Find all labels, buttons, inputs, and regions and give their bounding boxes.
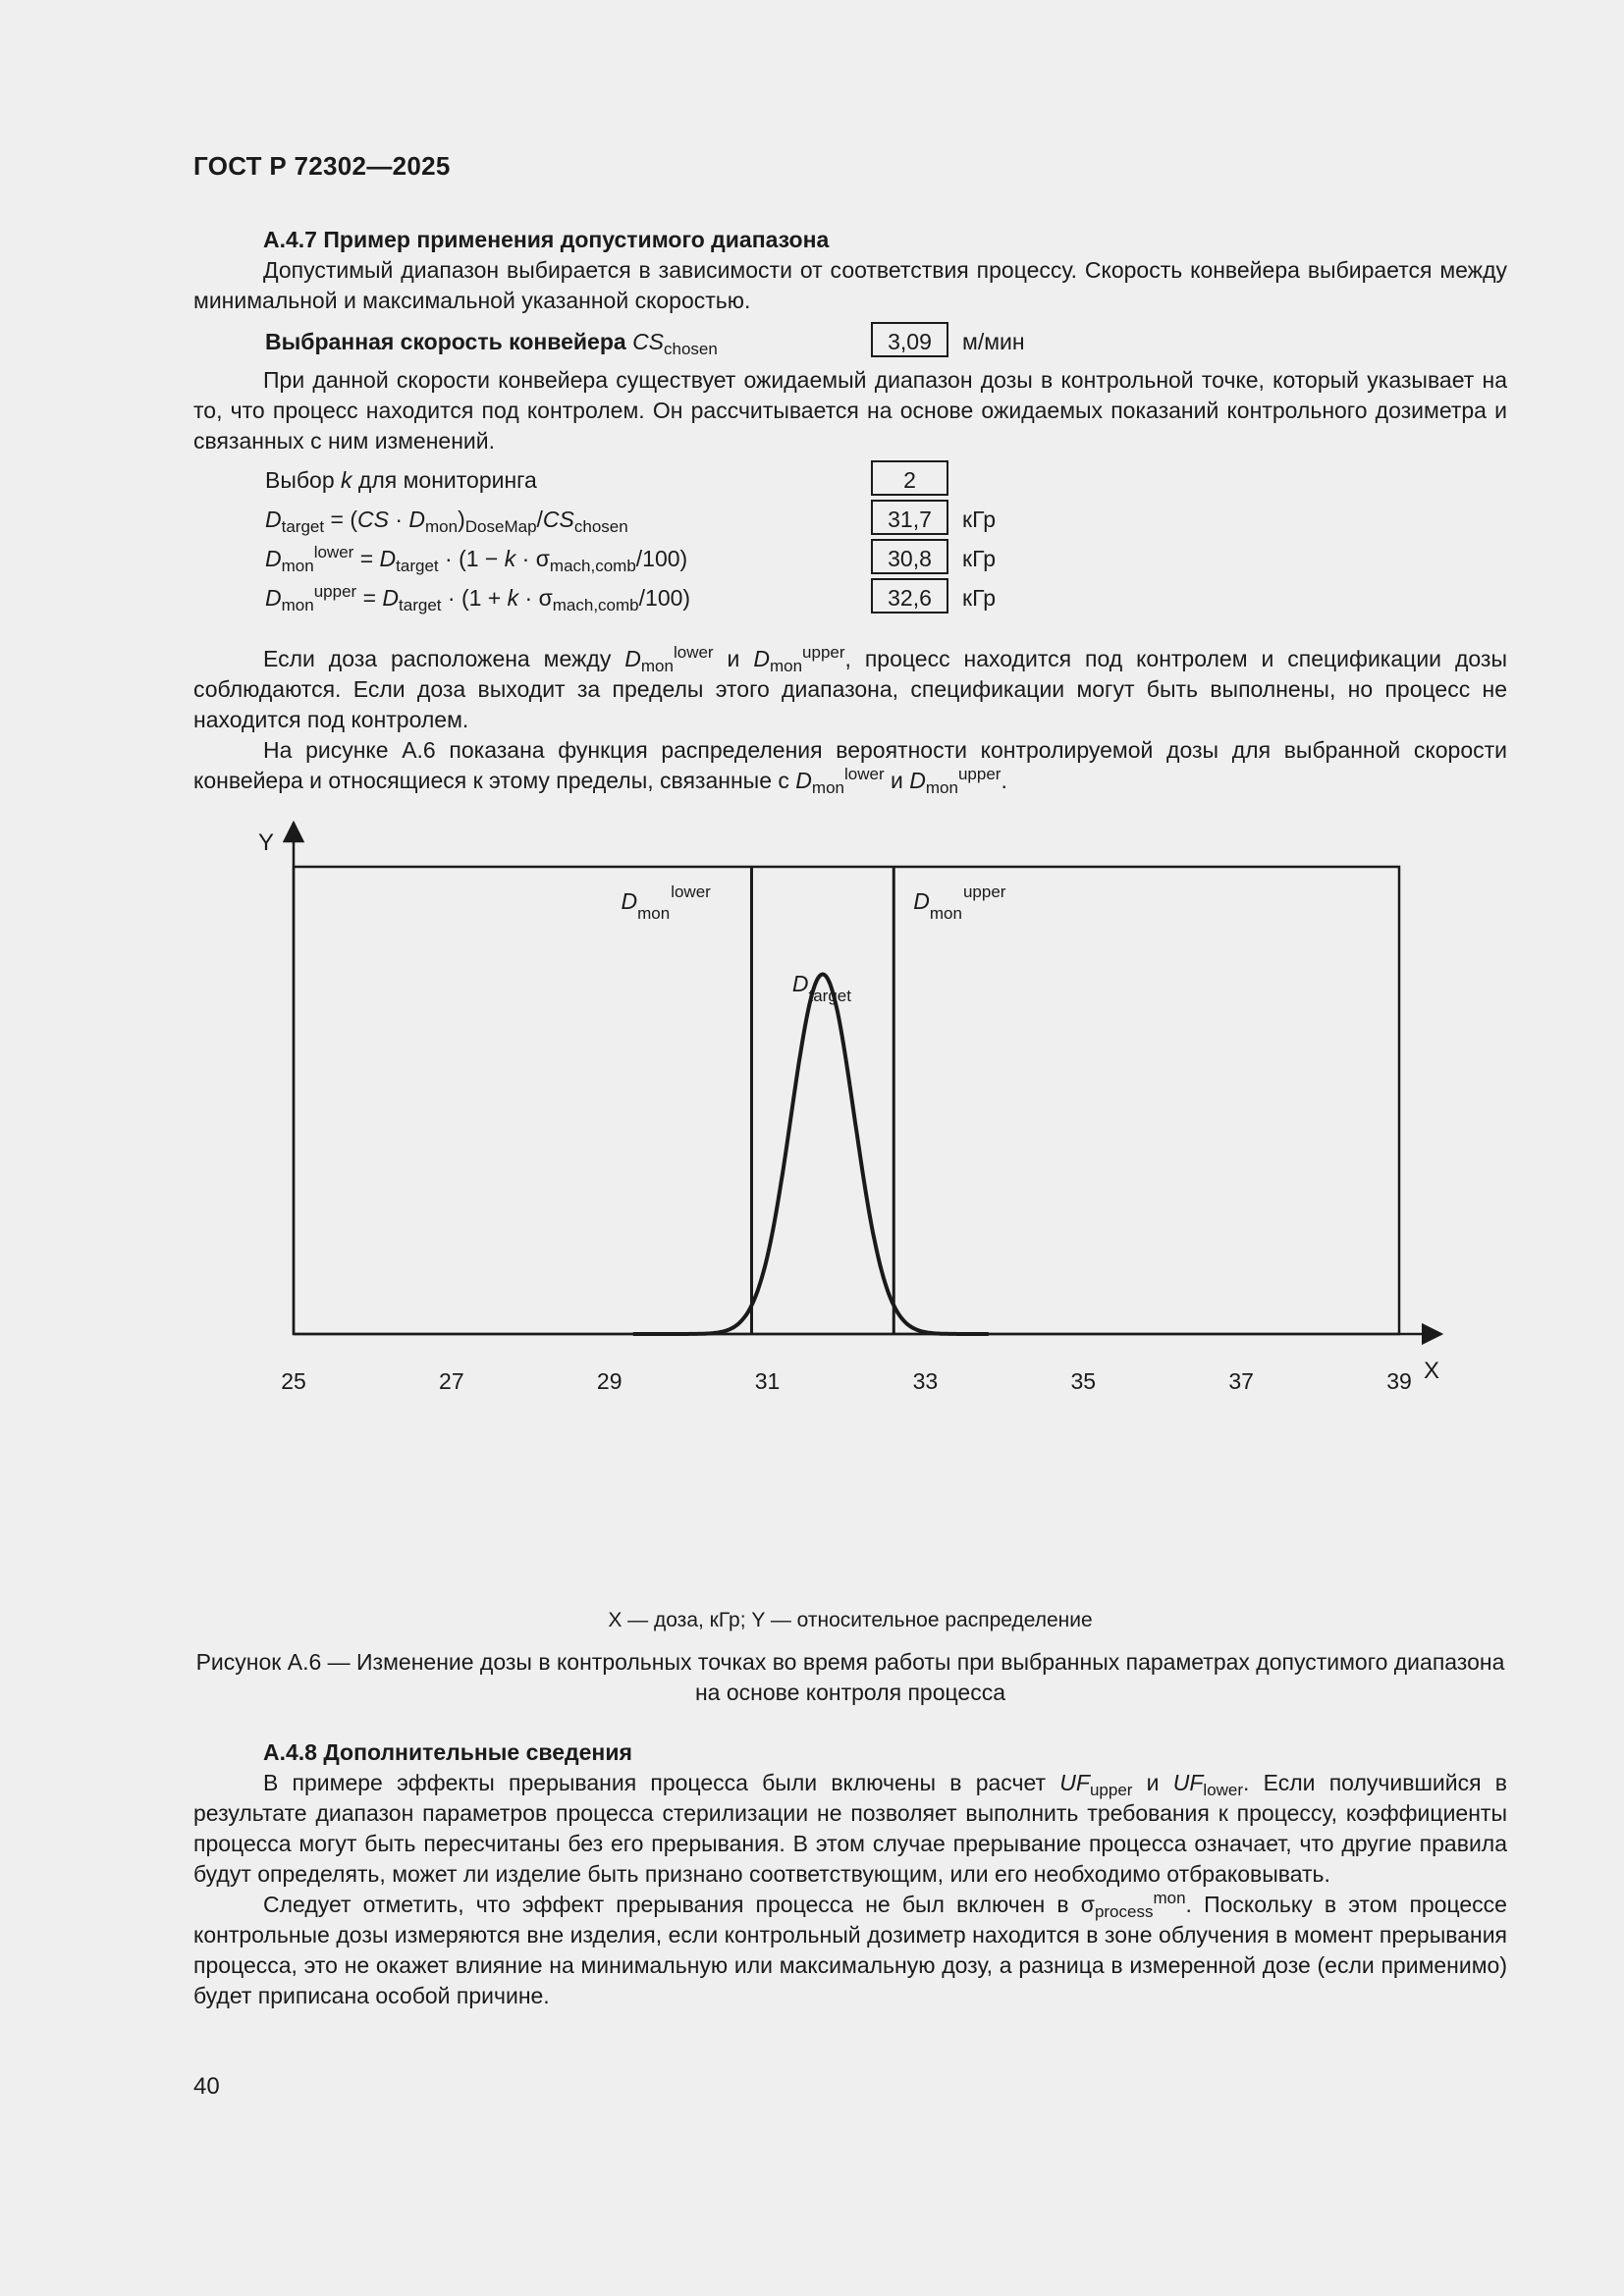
x-axis-label: X (1424, 1358, 1440, 1384)
param-dmon-lower-formula: $D_{mon}^{lower} = D_{target} \cdot (1 - k \cdot \sigma_{mach,comb}/100)$ (265, 543, 688, 575)
section-a47-para3-block (193, 644, 1507, 796)
speed-unit: м/мин (962, 329, 1025, 354)
section-a47-para2-block (193, 365, 1507, 456)
x-tick-labels (281, 1368, 1412, 1394)
param-k-label: Выбор k для мониторинга (265, 467, 537, 493)
section-a48-para2: Следует отметить, что эффект прерывания процесса не был включен в $\sigma_{process}^{mon}$. Поскольку в этом процессе контрольные дозы измеряются вне изделия, если контрольный дозиметр находится в зоне облучения в момент прерывания процесса, это не окажет влияние на минимальную или максимальную дозу, а разница в измеренной дозе (если применимо) будет приписана особой причине. (193, 1889, 1507, 2008)
speed-label-row (265, 327, 718, 357)
distribution-curve (633, 975, 989, 1335)
section-a47-para2: При данной скорости конвейера существует ожидаемый диапазон дозы в контрольной точке, который указывает на то, что процесс находится под контролем. Он рассчитывается на основе ожидаемых показаний контрольного дозиметра и связанных с ним изменений. (193, 367, 1507, 454)
x-tick-label: 29 (596, 1368, 623, 1394)
speed-label: Выбранная скорость конвейера (265, 329, 626, 354)
document-designation: ГОСТ Р 72302—2025 (193, 151, 451, 181)
section-a48 (193, 1737, 1507, 2011)
param-dmon-lower-unit: кГр (962, 546, 997, 571)
x-tick-label: 35 (1070, 1368, 1097, 1394)
param-dmon-upper-value: 32,6 (871, 578, 948, 614)
speed-symbol: CS (632, 329, 665, 354)
speed-symbol-sub: chosen (664, 340, 718, 358)
param-dmon-upper-unit: кГр (962, 585, 997, 611)
x-tick-label: 33 (912, 1368, 939, 1394)
y-axis-label: Y (258, 829, 275, 856)
x-tick-label: 39 (1386, 1368, 1412, 1394)
section-a47-para3: Если доза расположена между $D_{mon}^{lower}$ и $D_{mon}^{upper}$, процесс находится под контролем и спецификации дозы соблюдаются. Если доза выходит за пределы этого диапазона, спецификации могут быть выполнены, но процесс не находится под контролем. (193, 643, 1508, 732)
param-dmon-lower-value: 30,8 (871, 539, 948, 574)
param-k-value: 2 (871, 460, 948, 496)
x-tick-label: 25 (281, 1368, 306, 1394)
figure-legend: X — доза, кГр; Y — относительное распределение (608, 1609, 1093, 1631)
section-a47-title: А.4.7 Пример применения допустимого диапазона (263, 227, 830, 252)
dmon-lower-label: $D_{mon}^{lower}$ (621, 882, 711, 923)
figure-caption: Рисунок А.6 — Изменение дозы в контрольных точках во время работы при выбранных параметрах допустимого диапазона на основе контроля процесса (195, 1649, 1505, 1705)
section-a48-para1: В примере эффекты прерывания процесса были включены в расчет $UF_{upper}$ и $UF_{lower}$. Если получившийся в результате диапазон параметров процесса стерилизации не позволяет выполнить требования к процессу, коэффициенты процесса могут быть пересчитаны без его прерывания. В этом случае прерывание процесса означает, что другие правила будут определять, может ли изделие быть признано соответствующим, или его необходимо отбраковывать. (193, 1770, 1507, 1887)
section-a47-para1: Допустимый диапазон выбирается в зависимости от соответствия процессу. Скорость конвейера выбирается между минимальной и максимальной указанной скоростью. (193, 257, 1507, 313)
plot-frame (294, 867, 1399, 1334)
x-tick-label: 37 (1228, 1368, 1254, 1394)
dmon-upper-label: $D_{mon}^{upper}$ (913, 882, 1006, 923)
section-a47 (193, 225, 1507, 316)
dose-distribution-chart (0, 815, 1624, 1600)
x-tick-label: 31 (754, 1368, 781, 1394)
param-dtarget-formula: $D_{target} = (CS \cdot D_{mon})_{DoseMap}/CS_{chosen}$ (265, 507, 628, 536)
param-dmon-upper-formula: $D_{mon}^{upper} = D_{target} \cdot (1 + k \cdot \sigma_{mach,comb}/100)$ (265, 582, 691, 614)
section-a48-title: А.4.8 Дополнительные сведения (263, 1739, 632, 1765)
param-dtarget-unit: кГр (962, 507, 997, 532)
section-a47-para4: На рисунке А.6 показана функция распределения вероятности контролируемой дозы для выбранной скорости конвейера и относящиеся к этому пределы, связанные с $D_{mon}^{lower}$ и $D_{mon}^{upper}$. (193, 737, 1507, 797)
param-dtarget-value: 31,7 (871, 500, 948, 535)
x-tick-label: 27 (439, 1368, 464, 1394)
page-number: 40 (193, 2073, 220, 2100)
speed-value-box: 3,09 (871, 322, 948, 357)
dtarget-label: $D_{target}$ (791, 971, 851, 1005)
